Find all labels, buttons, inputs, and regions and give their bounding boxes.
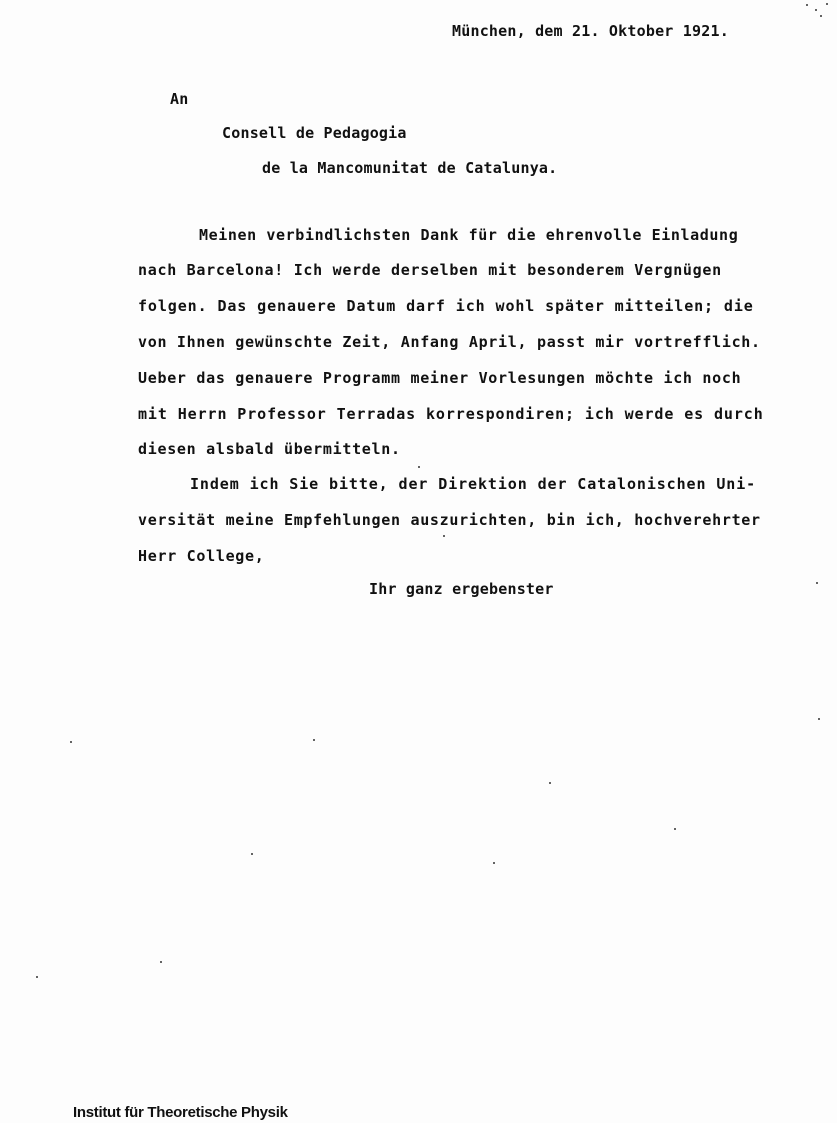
- scan-speck: [674, 828, 676, 830]
- scan-speck: [443, 535, 445, 537]
- date-line: München, dem 21. Oktober 1921.: [452, 22, 729, 40]
- scan-speck: [493, 862, 495, 864]
- body-line-7: diesen alsbald übermitteln.: [138, 440, 401, 458]
- body-line-2: nach Barcelona! Ich werde derselben mit besonderem Vergnügen: [138, 261, 722, 279]
- recipient-line-1: Consell de Pedagogia: [222, 124, 407, 142]
- closing-line: Ihr ganz ergebenster: [369, 580, 554, 598]
- institute-footer: Institut für Theoretische Physik: [73, 1104, 288, 1121]
- salutation-to: An: [170, 90, 189, 108]
- scan-speck: [815, 9, 817, 11]
- body-line-4: von Ihnen gewünschte Zeit, Anfang April, passt mir vortrefflich.: [138, 333, 761, 351]
- scan-speck: [549, 782, 551, 784]
- scan-speck: [70, 741, 72, 743]
- scan-speck: [313, 739, 315, 741]
- body-line-10: Herr College,: [138, 547, 265, 565]
- scan-speck: [818, 718, 820, 720]
- scan-speck: [36, 976, 38, 978]
- body-line-5: Ueber das genauere Programm meiner Vorlesungen möchte ich noch: [138, 369, 742, 387]
- scan-speck: [418, 466, 420, 468]
- body-line-6: mit Herrn Professor Terradas korrespondiren; ich werde es durch: [138, 405, 764, 423]
- scan-speck: [160, 961, 162, 963]
- body-line-1: Meinen verbindlichsten Dank für die ehrenvolle Einladung: [199, 226, 739, 244]
- scan-speck: [251, 853, 253, 855]
- body-line-3: folgen. Das genauere Datum darf ich wohl später mitteilen; die: [138, 297, 754, 315]
- scan-speck: [826, 3, 828, 5]
- body-line-9: versität meine Empfehlungen auszurichten, bin ich, hochverehrter: [138, 511, 761, 529]
- scan-speck: [820, 15, 822, 17]
- scan-speck: [806, 4, 808, 6]
- scan-speck: [816, 582, 818, 584]
- recipient-line-2: de la Mancomunitat de Catalunya.: [262, 159, 558, 177]
- body-line-8: Indem ich Sie bitte, der Direktion der Catalonischen Uni-: [190, 475, 757, 493]
